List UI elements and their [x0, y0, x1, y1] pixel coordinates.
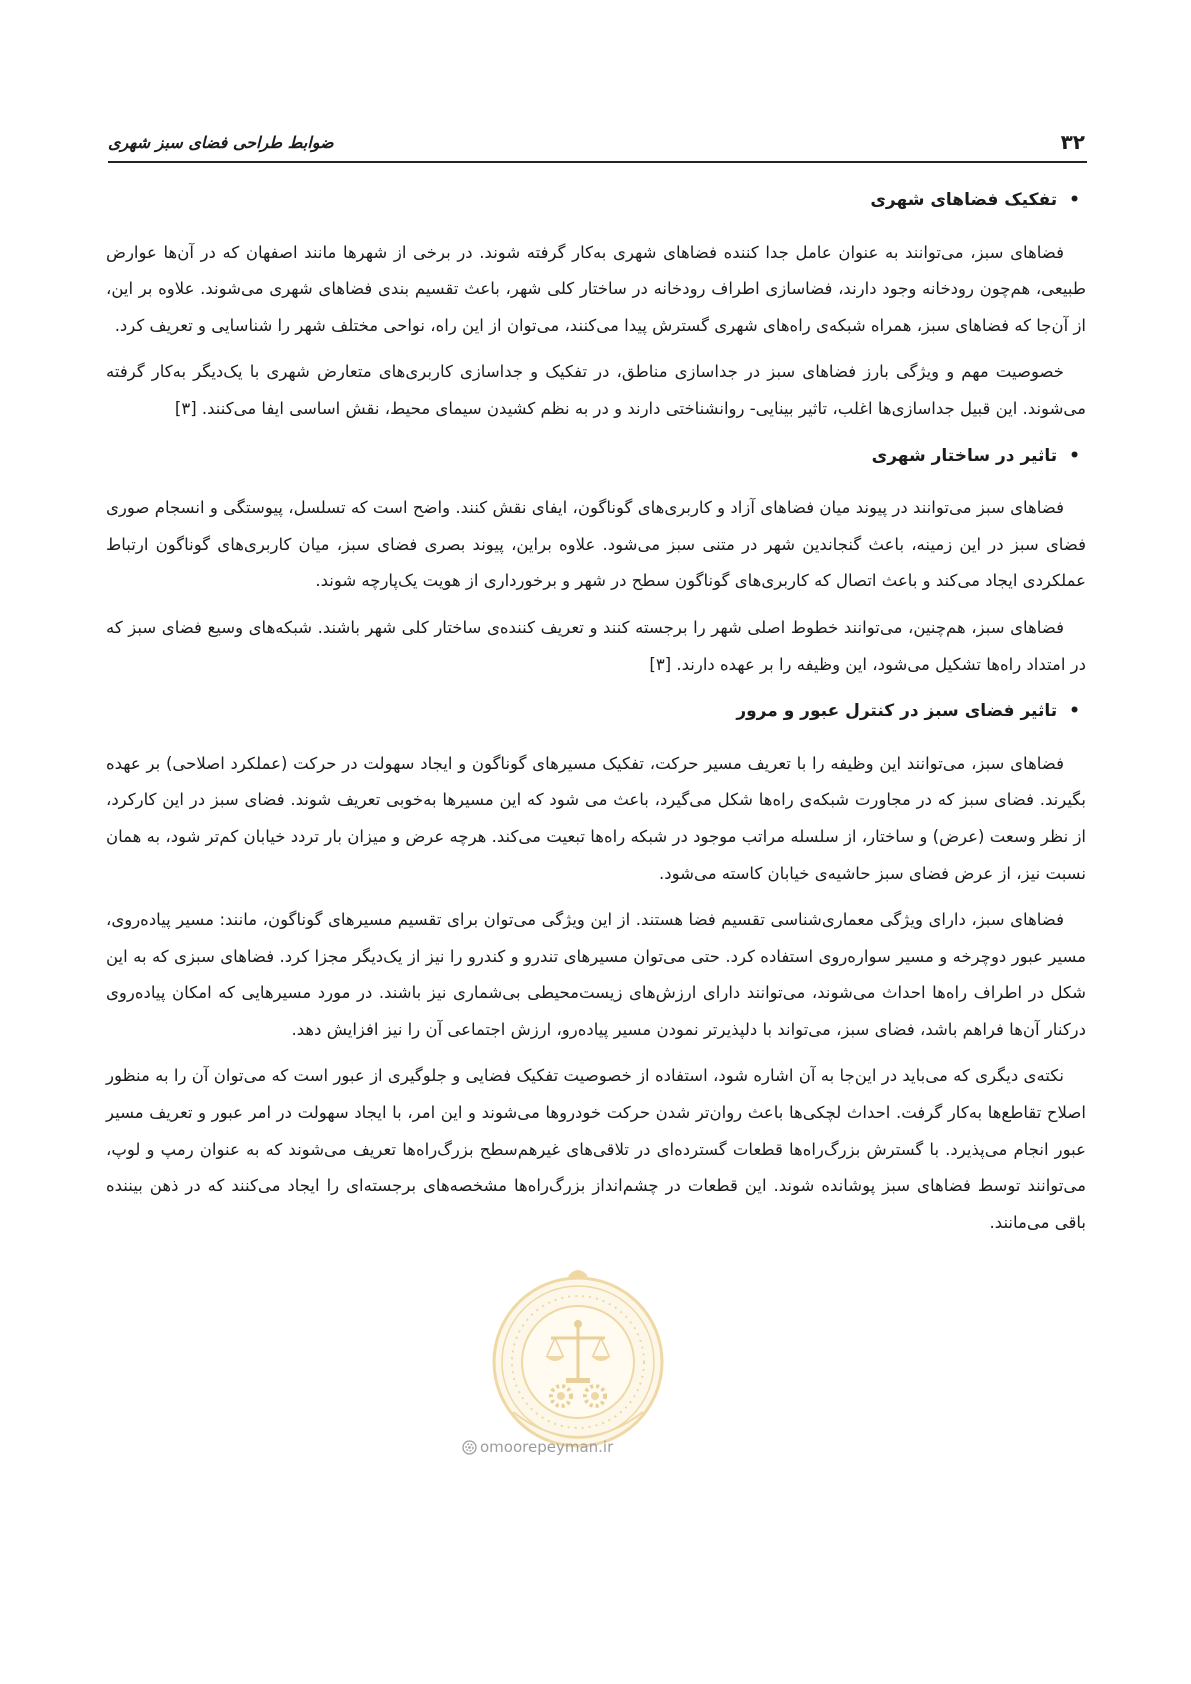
section-heading-text: تفکیک فضاهای شهری [870, 190, 1058, 210]
watermark-site [462, 1438, 613, 1456]
section-heading-text: تاثیر در ساختار شهری [871, 445, 1058, 466]
bullet-icon: • [1069, 445, 1080, 466]
bullet-icon: • [1069, 701, 1080, 722]
section-heading-text: تاثیر فضای سبز در کنترل عبور و مرور [736, 701, 1058, 722]
paragraph: فضاهای سبز، می‌توانند این وظیفه را با تعریف مسیر حرکت، تفکیک مسیرهای گوناگون و ایجاد سهولت در حرکت (عملکرد اصلاحی) بر عهده بگیرند. فضای سبز که در مجاورت شبکه‌ی راه‌ها شکل می‌گیرد، باعث می شود که این مسیرها به‌خوبی تعریف شوند. فضای سبز در این کارکرد، از نظر وسعت (عرض) و ساختار، از سلسله مراتب موجود در شبکه راه‌ها تبعیت می‌کند. هرچه عرض و میزان بار تردد خیابان کم‌تر شود، به همان نسبت نیز، از عرض فضای سبز حاشیه‌ی خیابان کاسته می‌شود. [106, 753, 1086, 883]
paragraph: فضاهای سبز می‌توانند در پیوند میان فضاهای آزاد و کاربری‌های گوناگون، ایفای نقش کنند. واضح است که تسلسل، پیوستگی و انسجام صوری فضای سبز در این زمینه، باعث گنجاندین شهر در متنی سبز می‌شود. علاوه براین، پیوند بصری فضای سبز، میان کاربری‌های گوناگون ارتباط عملکردی ایجاد می‌کند و باعث اتصال که کاربری‌های گوناگون سطح در شهر و برخورداری از هویت یک‌پارچه شوند. [106, 498, 1086, 591]
page-number: ۳۲ [1060, 130, 1085, 154]
section-heading [106, 438, 1086, 475]
header-rule [108, 161, 1087, 163]
bullet-icon: • [1069, 190, 1080, 210]
paragraph: فضاهای سبز، می‌توانند به عنوان عامل جدا کننده فضاهای شهری به‌کار گرفته شوند. در برخی از شهرها مانند اصفهان که در آن‌ها عوارض طبیعی، هم‌چون رودخانه وجود دارند، فضاسازی اطراف رودخانه در ساختار کلی شهر، باعث تقسیم بندی فضاهای شهری می‌شوند. علاوه بر این، از آن‌جا که فضاهای سبز، همراه شبکه‌ی راه‌های شهری گسترش پیدا می‌کنند، می‌توان از این راه، نواحی مختلف شهر را شناسایی و تعریف کرد. [106, 242, 1086, 335]
paragraph: فضاهای سبز، هم‌چنین، می‌توانند خطوط اصلی شهر را برجسته کنند و تعریف کننده‌ی ساختار کلی شهر باشند. شبکه‌های وسیع فضای سبز که در امتداد راه‌ها تشکیل می‌شود، این وظیفه را بر عهده دارند. [۳] [106, 617, 1086, 674]
paragraph: فضاهای سبز، دارای ویژگی معماری‌شناسی تقسیم فضا هستند. از این ویژگی می‌توان برای تقسیم مسیرهای گوناگون، مانند: مسیر پیاده‌روی، مسیر عبور دوچرخه و مسیر سواره‌روی استفاده کرد. حتی می‌توان مسیرهای تندرو و کندرو را نیز از یک‌دیگر مجزا کرد. فضاهای سبزی که به این شکل در اطراف راه‌ها احداث می‌شوند، می‌توانند دارای ارزش‌های زیست‌محیطی بی‌شماری نیز باشند. در مورد مسیرهایی که امکان پیاده‌روی درکنار آن‌ها فراهم باشد، فضای سبز، می‌تواند با دلپذیرتر نمودن مسیر پیاده‌رو، ارزش اجتماعی آن را نیز افزایش دهد. [106, 910, 1086, 1039]
watermark-seal-icon [483, 1262, 673, 1452]
section-heading [106, 693, 1086, 730]
paragraph: خصوصیت مهم و ویژگی بارز فضاهای سبز در جداسازی مناطق، در تفکیک و جداسازی کاربری‌های متعارض شهری با یک‌دیگر به‌کار گرفته می‌شوند. این قبیل جداسازی‌ها اغلب، تاثیر بینایی- روانشناختی دارند و در به نظم کشیدن سیمای محیط، نقش اساسی ایفا می‌کنند. [۳] [106, 362, 1086, 418]
watermark-site-text: omoorepeyman.ir [480, 1438, 614, 1456]
running-title: ضوابط طراحی فضای سبز شهری [108, 133, 334, 152]
body-text [106, 182, 1086, 1251]
site-logo-icon [462, 1440, 477, 1455]
paragraph: نکته‌ی دیگری که می‌باید در این‌جا به آن اشاره شود، استفاده از خصوصیت تفکیک فضایی و جلوگیری از عبور است که می‌توان آن را به منظور اصلاح تقاطع‌ها به‌کار گرفت. احداث لچکی‌ها باعث روان‌تر شدن حرکت خودروها می‌شوند و این امر، با ایجاد سهولت در امر عبور و تعریف مسیر عبور انجام می‌پذیرد. با گسترش بزرگ‌راه‌ها قطعات گسترده‌ای در تلاقی‌های غیرهم‌سطح بزرگ‌راه‌ها تعریف می‌شوند که به عنوان رمپ و لوپ، می‌توانند توسط فضاهای سبز پوشانده شوند. این قطعات در چشم‌انداز بزرگ‌راه‌ها مشخصه‌های برجسته‌ای را ایجاد می‌کنند که در ذهن بیننده باقی می‌مانند. [106, 1066, 1086, 1232]
section-heading [106, 182, 1086, 219]
